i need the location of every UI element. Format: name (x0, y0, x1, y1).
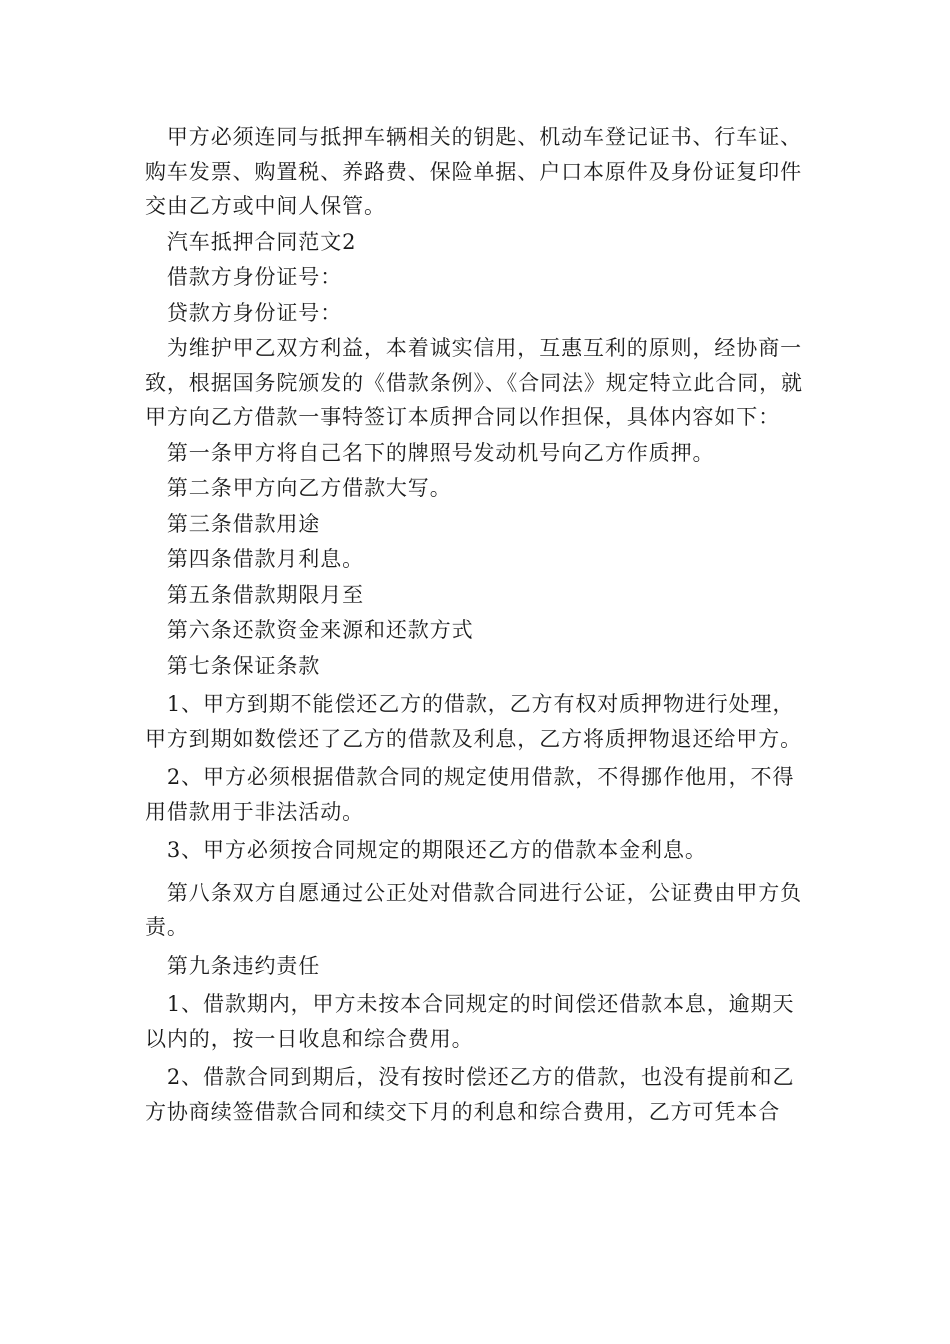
paragraph-article-9-item-2: 2、借款合同到期后，没有按时偿还乙方的借款，也没有提前和乙方协商续签借款合同和续交下月的利息和综合费用，乙方可凭本合 (145, 1065, 795, 1124)
paragraph-preamble: 为维护甲乙双方利益，本着诚实信用，互惠互利的原则，经协商一致，根据国务院颁发的《借款条例》、《合同法》规定特立此合同，就甲方向乙方借款一事特签订本质押合同以作担保，具体内容如下： (145, 336, 803, 429)
paragraph-article-7: 第七条保证条款 (145, 653, 321, 678)
paragraph-borrower-id: 借款方身份证号： (145, 265, 343, 289)
paragraph-article-9: 第九条违约责任 (145, 953, 321, 978)
paragraph-article-4: 第四条借款月利息。 (145, 547, 364, 571)
document-body (145, 120, 813, 1129)
paragraph-sample-title: 汽车抵押合同范文2 (145, 229, 357, 254)
paragraph-article-3: 第三条借款用途 (145, 511, 321, 536)
paragraph-article-6: 第六条还款资金来源和还款方式 (145, 618, 474, 642)
paragraph-lender-id: 贷款方身份证号： (145, 300, 343, 325)
paragraph-custody-items: 甲方必须连同与抵押车辆相关的钥匙、机动车登记证书、行车证、购车发票、购置税、养路费、保险单据、户口本原件及身份证复印件交由乙方或中间人保管。 (145, 125, 802, 218)
paragraph-article-7-item-1: 1、甲方到期不能偿还乙方的借款，乙方有权对质押物进行处理，甲方到期如数偿还了乙方的借款及利息，乙方将质押物退还给甲方。 (145, 692, 802, 751)
paragraph-article-1: 第一条甲方将自己名下的牌照号发动机号向乙方作质押。 (145, 440, 715, 465)
paragraph-article-2: 第二条甲方向乙方借款大写。 (145, 476, 452, 500)
paragraph-article-7-item-2: 2、甲方必须根据借款合同的规定使用借款，不得挪作他用，不得用借款用于非法活动。 (145, 765, 795, 824)
paragraph-article-7-item-3: 3、甲方必须按合同规定的期限还乙方的借款本金利息。 (145, 838, 707, 862)
paragraph-article-9-item-1: 1、借款期内，甲方未按本合同规定的时间偿还借款本息，逾期天以内的，按一日收息和综合费用。 (145, 992, 795, 1051)
paragraph-article-5: 第五条借款期限月至 (145, 582, 364, 607)
paragraph-article-8: 第八条双方自愿通过公正处对借款合同进行公证，公证费由甲方负责。 (145, 880, 802, 939)
